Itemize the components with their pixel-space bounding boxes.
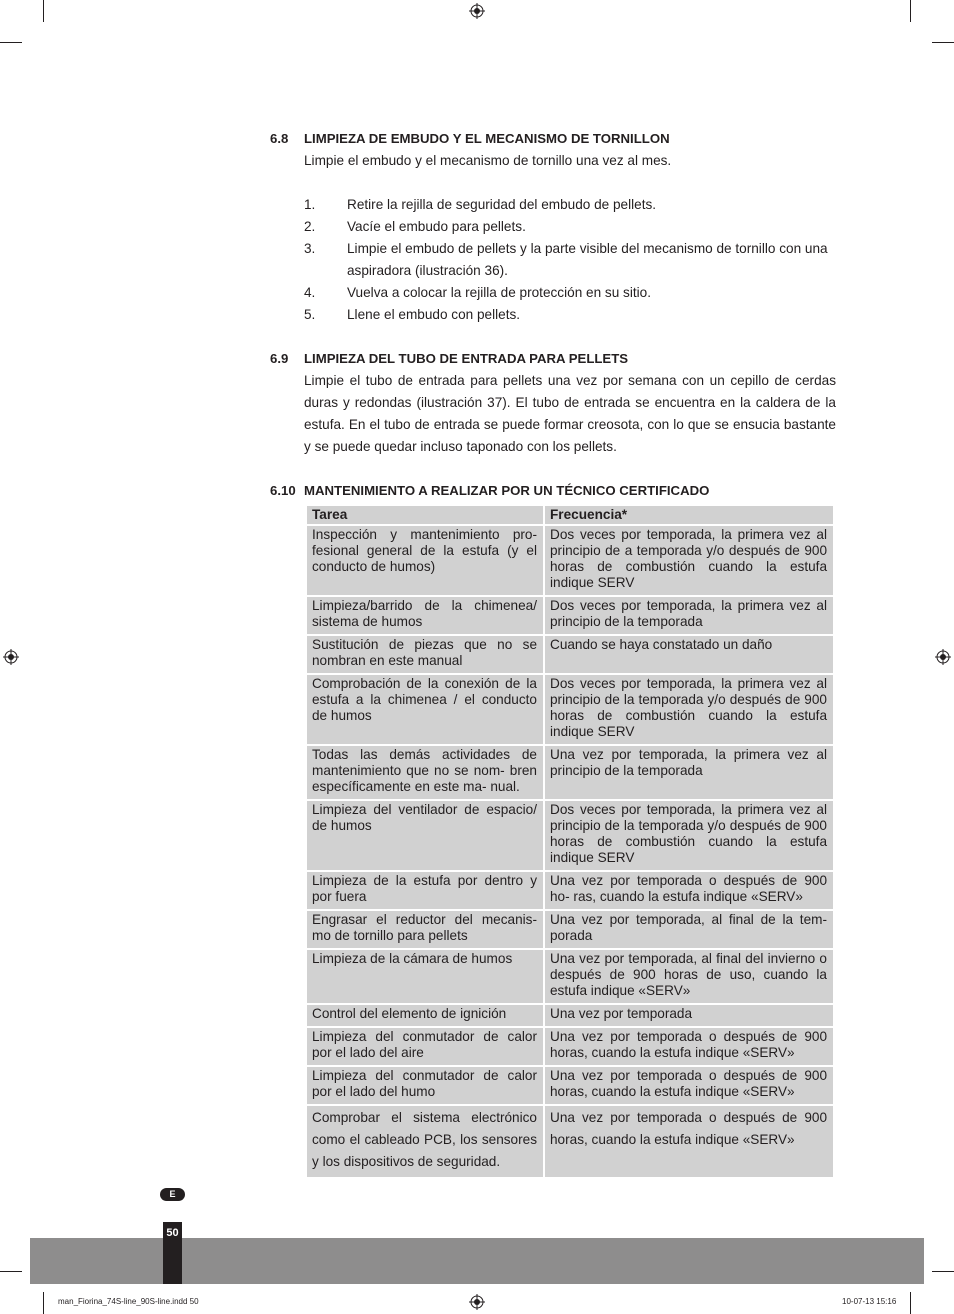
file-slug: man_Fiorina_74S-line_90S-line.indd 50 <box>58 1297 199 1306</box>
section-title: LIMPIEZA DE EMBUDO Y EL MECANISMO DE TORNILLON <box>304 131 670 146</box>
crop-mark <box>932 1271 954 1272</box>
column-header-task: Tarea <box>306 505 544 525</box>
step-number: 3. <box>304 241 316 256</box>
table-row <box>306 1004 834 1027</box>
frequency-cell: Cuando se haya constatado un daño <box>544 635 834 674</box>
page-content <box>270 128 836 1179</box>
frequency-cell: Una vez por temporada o después de 900 ho- ras, cuando la estufa indique «SERV» <box>544 871 834 910</box>
task-cell: Engrasar el reductor del mecanis- mo de tornillo para pellets <box>306 910 544 949</box>
table-row <box>306 1105 834 1178</box>
crop-mark <box>0 42 22 43</box>
task-cell: Comprobar el sistema electrónico como el cableado PCB, los sensores y los dispositivos de seguridad. <box>306 1105 544 1178</box>
crop-mark <box>910 1292 911 1314</box>
frequency-cell: Una vez por temporada, la primera vez al principio de la temporada <box>544 745 834 800</box>
step-text: Vacíe el embudo para pellets. <box>347 219 526 234</box>
table-row <box>306 949 834 1004</box>
table-row <box>306 525 834 596</box>
column-header-frequency: Frecuencia* <box>544 505 834 525</box>
crop-mark <box>910 0 911 22</box>
list-item <box>304 238 836 282</box>
list-item <box>304 282 836 304</box>
step-text: Vuelva a colocar la rejilla de protección en su sitio. <box>347 285 652 300</box>
step-number: 1. <box>304 197 316 212</box>
page-number: 50 <box>163 1222 182 1284</box>
table-row <box>306 871 834 910</box>
step-number: 2. <box>304 219 316 234</box>
section-heading <box>270 128 836 150</box>
section-body: Limpie el tubo de entrada para pellets una vez por semana con un cepillo de cerdas duras y redondas (ilustración 37). El tubo de entrada se encuentra en la caldera de la estufa. En el tubo de entrada se puede formar creosota, con lo que se ensucia bastante y se puede quedar incluso taponado con los pellets. <box>304 373 836 454</box>
steps-list <box>304 194 836 326</box>
step-text: Limpie el embudo de pellets y la parte visible del mecanismo de tornillo con una aspiradora (ilustración 36). <box>347 241 828 278</box>
section-number: 6.9 <box>270 351 289 366</box>
step-number: 4. <box>304 285 316 300</box>
registration-mark-icon <box>469 1294 485 1310</box>
frequency-cell: Dos veces por temporada, la primera vez al principio de la temporada y/o después de 900 horas de combustión cuando la estufa indique SERV <box>544 674 834 745</box>
date-slug: 10-07-13 15:16 <box>842 1297 897 1306</box>
table-row <box>306 635 834 674</box>
section-number: 6.10 <box>270 483 296 498</box>
section-number: 6.8 <box>270 131 289 146</box>
task-cell: Limpieza del conmutador de calor por el lado del aire <box>306 1027 544 1066</box>
frequency-cell: Una vez por temporada, al final de la tem- porada <box>544 910 834 949</box>
registration-mark-icon <box>3 649 19 665</box>
section-title: LIMPIEZA DEL TUBO DE ENTRADA PARA PELLETS <box>304 351 629 366</box>
crop-mark <box>0 1271 22 1272</box>
registration-mark-icon <box>469 3 485 19</box>
section-title: MANTENIMIENTO A REALIZAR POR UN TÉCNICO CERTIFICADO <box>304 483 710 498</box>
task-cell: Limpieza del conmutador de calor por el lado del humo <box>306 1066 544 1105</box>
step-number: 5. <box>304 307 316 322</box>
frequency-cell: Una vez por temporada <box>544 1004 834 1027</box>
table-row <box>306 800 834 871</box>
task-cell: Limpieza del ventilador de espacio/ de humos <box>306 800 544 871</box>
task-cell: Limpieza de la estufa por dentro y por fuera <box>306 871 544 910</box>
registration-mark-icon <box>935 649 951 665</box>
language-badge: E <box>160 1188 185 1201</box>
frequency-cell: Dos veces por temporada, la primera vez al principio de la temporada <box>544 596 834 635</box>
list-item <box>304 216 836 238</box>
table-header-row <box>306 505 834 525</box>
frequency-cell: Dos veces por temporada, la primera vez al principio de a temporada y/o después de 900 horas de combustión cuando la estufa indique SERV <box>544 525 834 596</box>
section-heading <box>270 348 836 370</box>
task-cell: Inspección y mantenimiento pro- fesional general de la estufa (y el conducto de humos) <box>306 525 544 596</box>
table-row <box>306 1066 834 1105</box>
table-row <box>306 745 834 800</box>
table-row <box>306 674 834 745</box>
frequency-cell: Una vez por temporada, al final del invierno o después de 900 horas de uso, cuando la estufa indique «SERV» <box>544 949 834 1004</box>
table-row <box>306 596 834 635</box>
list-item <box>304 304 836 326</box>
section-intro: Limpie el embudo y el mecanismo de tornillo una vez al mes. <box>304 153 672 168</box>
crop-mark <box>43 0 44 22</box>
frequency-cell: Dos veces por temporada, la primera vez al principio de la temporada y/o después de 900 horas de combustión cuando la estufa indique SERV <box>544 800 834 871</box>
task-cell: Todas las demás actividades de mantenimiento que no se nom- bren específicamente en este ma- nual. <box>306 745 544 800</box>
maintenance-table <box>305 504 835 1179</box>
task-cell: Limpieza de la cámara de humos <box>306 949 544 1004</box>
frequency-cell: Una vez por temporada o después de 900 horas, cuando la estufa indique «SERV» <box>544 1066 834 1105</box>
section-heading <box>270 480 836 502</box>
task-cell: Comprobación de la conexión de la estufa a la chimenea / el conducto de humos <box>306 674 544 745</box>
table-row <box>306 1027 834 1066</box>
step-text: Retire la rejilla de seguridad del embudo de pellets. <box>347 197 657 212</box>
task-cell: Limpieza/barrido de la chimenea/ sistema de humos <box>306 596 544 635</box>
task-cell: Control del elemento de ignición <box>306 1004 544 1027</box>
step-text: Llene el embudo con pellets. <box>347 307 521 322</box>
list-item <box>304 194 836 216</box>
frequency-cell: Una vez por temporada o después de 900 horas, cuando la estufa indique «SERV» <box>544 1027 834 1066</box>
crop-mark <box>932 42 954 43</box>
table-row <box>306 910 834 949</box>
task-cell: Sustitución de piezas que no se nombran en este manual <box>306 635 544 674</box>
crop-mark <box>43 1292 44 1314</box>
frequency-cell: Una vez por temporada o después de 900 horas, cuando la estufa indique «SERV» <box>544 1105 834 1178</box>
